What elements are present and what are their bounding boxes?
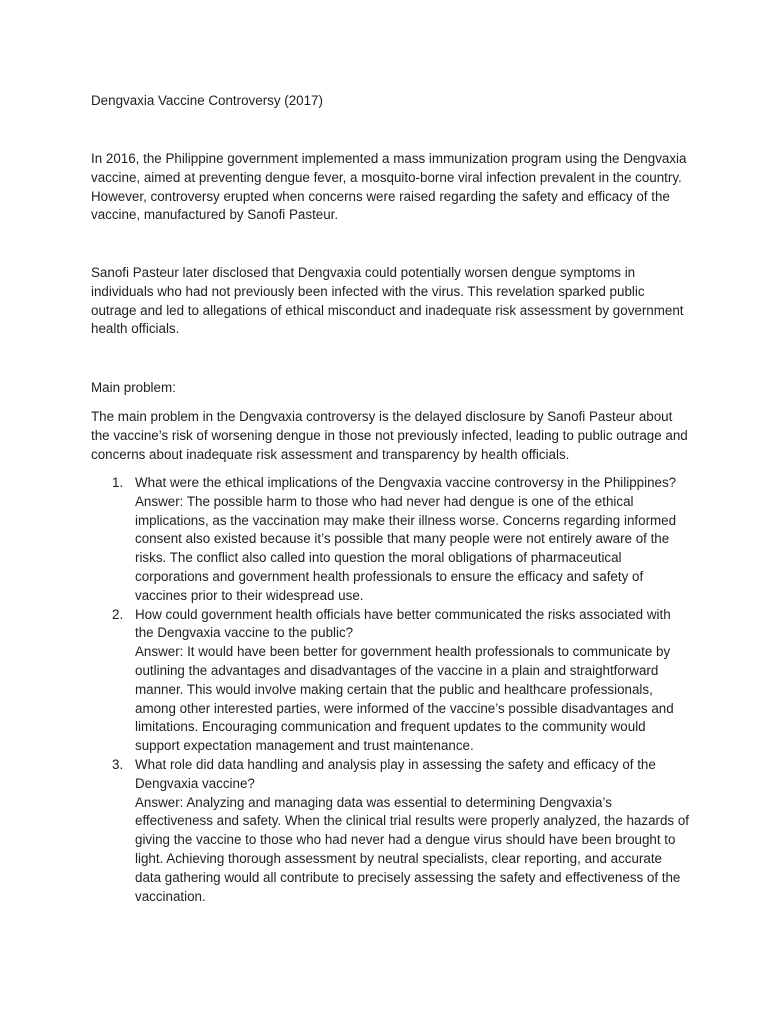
question-text: What were the ethical implications of the Dengvaxia vaccine controversy in the Philippines?: [135, 475, 677, 490]
disclosure-paragraph: Sanofi Pasteur later disclosed that Dengvaxia could potentially worsen dengue symptoms in individuals who had not previously been infected with the virus. This revelation sparked public outrage and led to allegations of ethical misconduct and inadequate risk assessment by government health officials.: [91, 265, 684, 337]
question-number: 3.: [112, 756, 124, 772]
answer-text: Answer: It would have been better for government health professionals to communicate by outlining the advantages and disadvantages of the vaccine in a plain and straightforward manner. This would involve making certain that the public and healthcare professionals, among other interested parties, were informed of the vaccine’s possible disadvantages and limitations. Encouraging communication and frequent updates to the community would support expectation management and trust maintenance.: [135, 644, 674, 754]
question-number: 1.: [112, 475, 124, 490]
question-item-2: [91, 606, 691, 756]
question-text: What role did data handling and analysis play in assessing the safety and efficacy of the Dengvaxia vaccine?: [135, 756, 656, 791]
question-item-3: [91, 756, 691, 906]
answer-text: Answer: Analyzing and managing data was essential to determining Dengvaxia’s effectiveness and safety. When the clinical trial results were properly analyzed, the hazards of giving the vaccine to those who had never had a dengue virus should have been brought to light. Achieving thorough assessment by neutral specialists, clear reporting, and accurate data gathering would all contribute to precisely assessing the safety and effectiveness of the vaccination.: [135, 794, 690, 904]
main-problem-heading: Main problem:: [91, 380, 176, 395]
answer-text: Answer: The possible harm to those who had never had dengue is one of the ethical implications, as the vaccination may make their illness worse. Concerns regarding informed consent also existed because it’s possible that many people were not entirely aware of the risks. The conflict also called into question the moral obligations of pharmaceutical corporations and government health professionals to ensure the efficacy and safety of vaccines prior to their widespread use.: [135, 493, 677, 603]
question-item-1: [91, 474, 691, 606]
intro-paragraph: In 2016, the Philippine government implemented a mass immunization program using the Dengvaxia vaccine, aimed at preventing dengue fever, a mosquito-borne viral infection prevalent in the country. However, controversy erupted when concerns were raised regarding the safety and efficacy of the vaccine, manufactured by Sanofi Pasteur.: [91, 151, 687, 223]
question-text: How could government health officials have better communicated the risks associated with the Dengvaxia vaccine to the public?: [135, 606, 671, 641]
main-problem-text: The main problem in the Dengvaxia controversy is the delayed disclosure by Sanofi Pasteur about the vaccine’s risk of worsening dengue in those not previously infected, leading to public outrage and concerns about inadequate risk assessment and transparency by health officials.: [91, 409, 688, 462]
question-number: 2.: [112, 606, 124, 622]
question-list: [91, 474, 691, 906]
document-title: Dengvaxia Vaccine Controversy (2017): [91, 93, 323, 108]
